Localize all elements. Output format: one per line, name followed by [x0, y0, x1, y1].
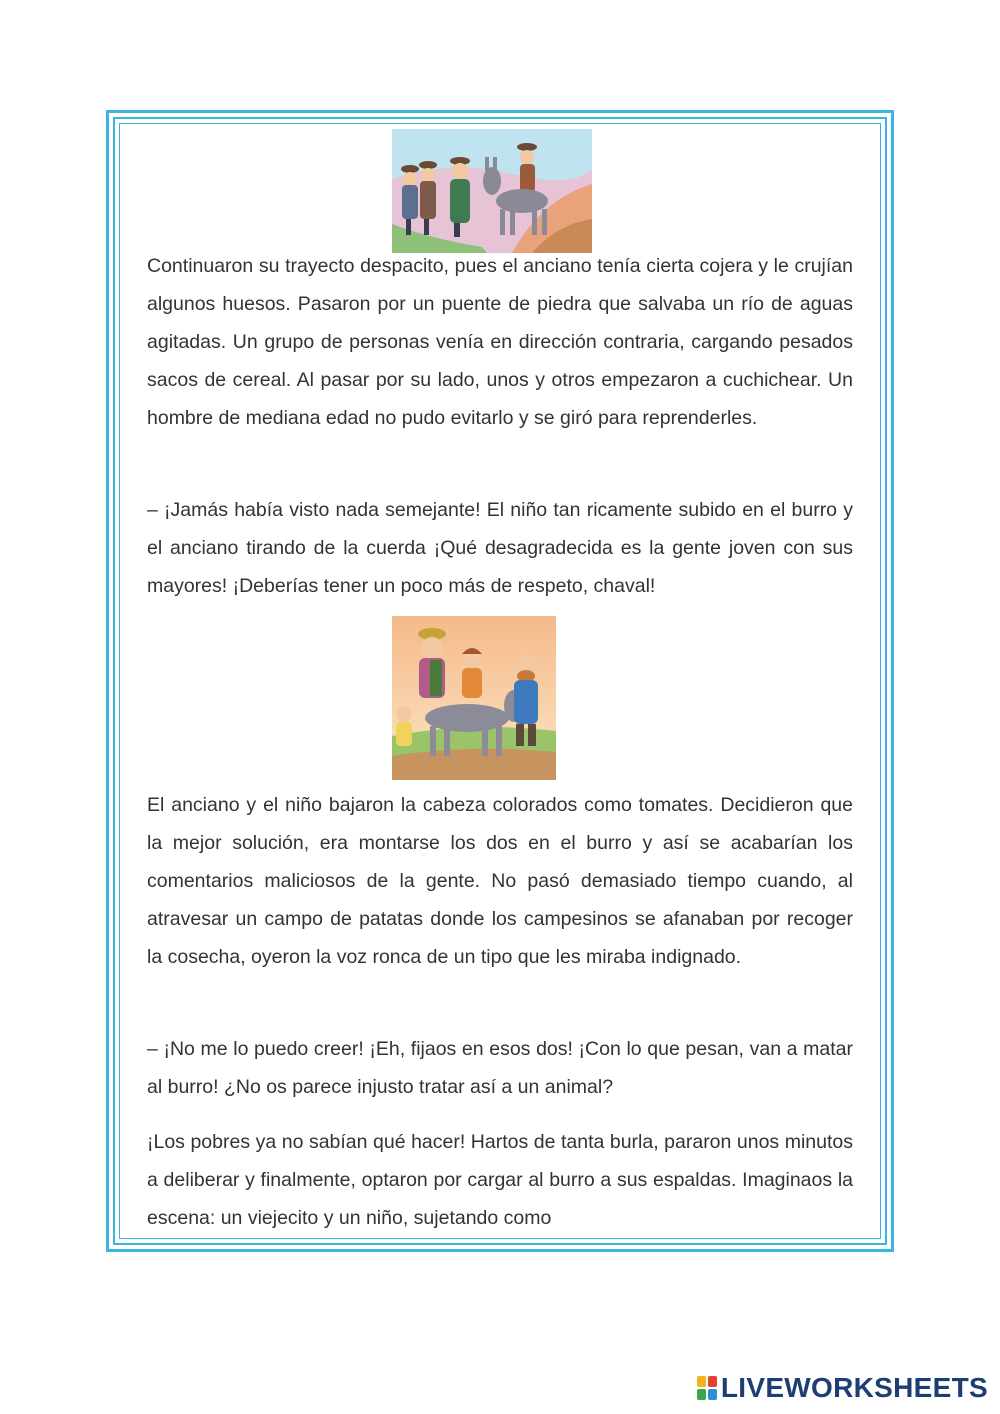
paragraph-dialogue: – ¡Jamás había visto nada semejante! El niño tan ricamente subido en el burro y el anciano tirando de la cuerda ¡Qué desagradecida es la gente joven con sus mayores! ¡Deberías tener un poco más de respeto, chaval!: [147, 499, 853, 597]
paragraph-story: El anciano y el niño bajaron la cabeza colorados como tomates. Decidieron que la mejor solución, era montarse los dos en el burro y así se acabarían los comentarios maliciosos de la gente. No pasó demasiado tiempo cuando, al atravesar un campo de patatas donde los campesinos se afanaban por recoger la cosecha, oyeron la voz ronca de un tipo que les miraba indignado.: [147, 794, 853, 968]
liveworksheets-logo-text: LIVEWORKSHEETS: [720, 1372, 988, 1403]
paragraph-dialogue: – ¡No me lo puedo creer! ¡Eh, fijaos en esos dos! ¡Con lo que pesan, van a matar al burro! ¿No os parece injusto tratar así a un animal?: [147, 1038, 853, 1098]
paragraph-story-truncated: ¡Los pobres ya no sabían qué hacer! Hartos de tanta burla, pararon unos minutos a deliberar y finalmente, optaron por cargar al burro a sus espaldas. Imaginaos la escena: un viejecito y un niño, sujetando como: [147, 1131, 853, 1229]
page-border-frame: [106, 110, 894, 1252]
liveworksheets-logo-icon: [697, 1376, 717, 1400]
illustration-men-meeting-donkey: [392, 129, 592, 253]
liveworksheets-logo: [697, 1372, 988, 1404]
illustration-two-riding-donkey: [392, 616, 556, 780]
paragraph-story: Continuaron su trayecto despacito, pues el anciano tenía cierta cojera y le crujían algunos huesos. Pasaron por un puente de piedra que salvaba un río de aguas agitadas. Un grupo de personas venía en dirección contraria, cargando pesados sacos de cereal. Al pasar por su lado, unos y otros empezaron a cuchichear. Un hombre de mediana edad no pudo evitarlo y se giró para reprenderles.: [147, 255, 853, 429]
worksheet-content: [147, 113, 853, 1249]
